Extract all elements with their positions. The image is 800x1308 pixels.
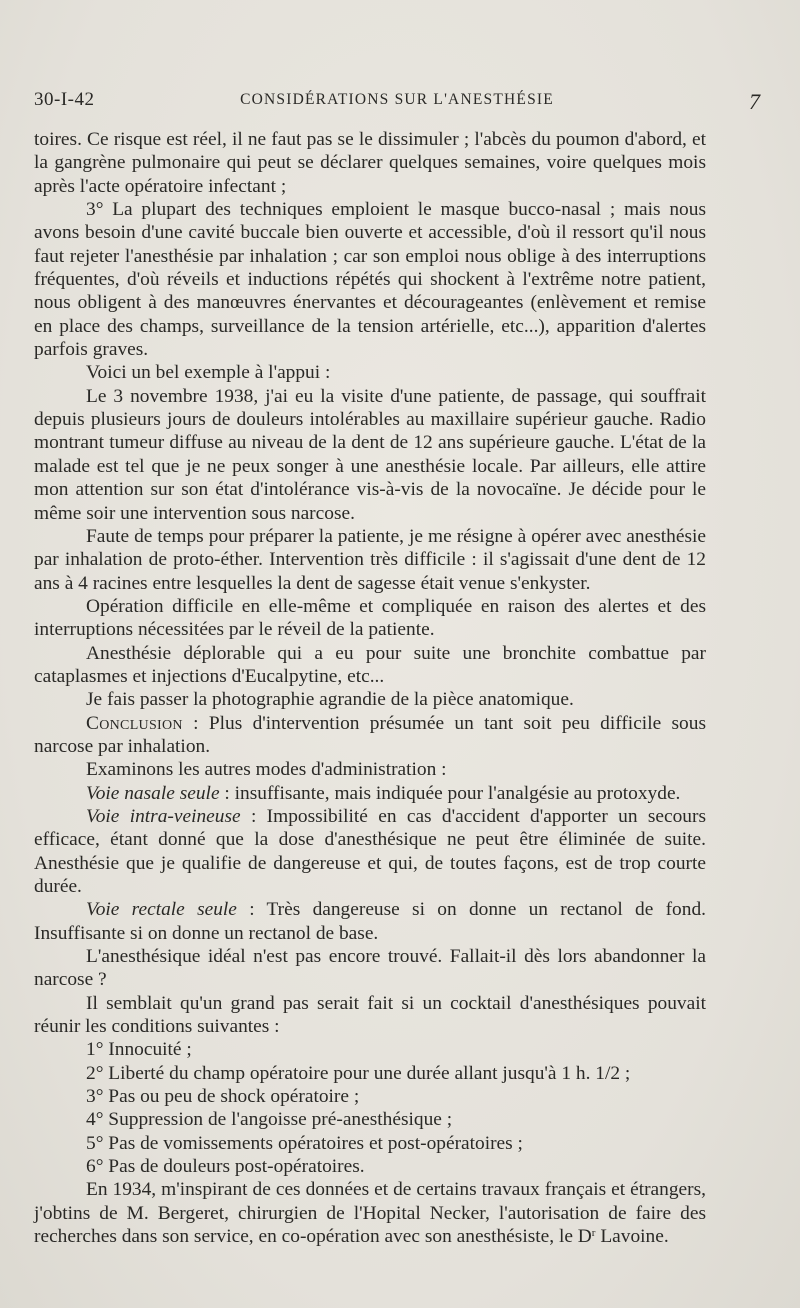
term-label: Voie intra-veineuse: [86, 805, 241, 827]
conclusion-text: : Plus d'intervention présumée un tant soit peu difficile sous narcose par inhalation.: [34, 712, 706, 757]
list-item: 1° Innocuité ;: [86, 1039, 192, 1061]
paragraph: L'anesthésique idéal n'est pas encore trouvé. Fallait-il dès lors abandonner la narcose ?: [34, 946, 706, 991]
closing-text-end: Lavoine.: [595, 1226, 669, 1248]
term-text: : Impossibilité en cas d'accident d'apporter un secours efficace, étant donné que la dose d'anesthésique ne peut être éliminée de suite. Anesthésie que je qualifie de dangereuse et qui, de toutes façons, est de trop courte durée.: [34, 805, 706, 897]
list-item: 5° Pas de vomissements opératoires et post-opératoires ;: [86, 1132, 523, 1154]
term-label: Voie nasale seule: [86, 782, 220, 804]
paragraph: Examinons les autres modes d'administration :: [86, 759, 447, 781]
conclusion-label: Conclusion: [86, 712, 183, 734]
paragraph: Le 3 novembre 1938, j'ai eu la visite d'une patiente, de passage, qui souffrait depuis plusieurs jours de douleurs intolérables au maxillaire supérieur gauche. Radio montrant tumeur diffuse au niveau de la dent de 12 ans supérieure gauche. L'état de la malade est tel que je ne peux songer à une anesthésie locale. Par ailleurs, elle attire mon attention sur son état d'intolérance vis-à-vis de la novocaïne. Je décide pour le même soir une intervention sous narcose.: [34, 385, 706, 524]
list-item: 3° Pas ou peu de shock opératoire ;: [86, 1086, 360, 1108]
term-text: : Très dangereuse si on donne un rectanol de fond. Insuffisante si on donne un rectanol de base.: [34, 899, 706, 944]
paragraph: Anesthésie déplorable qui a eu pour suite une bronchite combattue par cataplasmes et injections d'Eucalpytine, etc...: [34, 642, 706, 687]
term-label: Voie rectale seule: [86, 899, 237, 921]
paragraph: toires. Ce risque est réel, il ne faut pas se le dissimuler ; l'abcès du poumon d'abord, et la gangrène pulmonaire qui peut se déclarer quelques semaines, voire quelques mois après l'acte opératoire infectant ;: [34, 129, 706, 197]
term-text: : insuffisante, mais indiquée pour l'analgésie au protoxyde.: [219, 782, 681, 804]
doctor-abbrev-sup: r: [591, 1227, 596, 1240]
page-number: 7: [749, 89, 760, 114]
closing-text: En 1934, m'inspirant de ces données et de certains travaux français et étrangers, j'obtins de M. Bergeret, chirurgien de l'Hopital Necker, l'autorisation de faire des recherches dans son service, en co-opération avec son anesthésiste, le D: [34, 1179, 706, 1248]
body-text: [34, 128, 706, 1249]
header-title: CONSIDÉRATIONS SUR L'ANESTHÉSIE: [240, 91, 554, 108]
paragraph: Faute de temps pour préparer la patiente, je me résigne à opérer avec anesthésie par inhalation de proto-éther. Intervention très difficile : il s'agissait d'une dent de 12 ans à 4 racines entre lesquelles la dent de sagesse était venue s'enkyster.: [34, 525, 706, 594]
paragraph: [34, 1178, 706, 1248]
paragraph: Il semblait qu'un grand pas serait fait si un cocktail d'anesthésiques pouvait réunir les conditions suivantes :: [34, 992, 706, 1038]
list-item: 2° Liberté du champ opératoire pour une durée allant jusqu'à 1 h. 1/2 ;: [86, 1062, 631, 1084]
paragraph: Je fais passer la photographie agrandie de la pièce anatomique.: [86, 689, 574, 711]
list-item: 6° Pas de douleurs post-opératoires.: [86, 1156, 365, 1178]
paragraph: [34, 805, 706, 898]
paragraph: [34, 898, 706, 945]
running-header: [34, 89, 760, 115]
paragraph: Voici un bel exemple à l'appui :: [86, 362, 331, 384]
list-item: 4° Suppression de l'angoisse pré-anesthésique ;: [86, 1109, 453, 1131]
header-date: 30-I-42: [34, 89, 95, 110]
paragraph: 3° La plupart des techniques emploient le masque bucco-nasal ; mais nous avons besoin d'une cavité buccale bien ouverte et accessible, d'où il ressort qu'il nous faut rejeter l'anesthésie par inhalation ; car son emploi nous oblige à des interruptions fréquentes, d'où réveils et inductions répétés qui shockent à l'extrême notre patient, nous obligent à des manœuvres énervantes et décourageantes (enlèvement et remise en place des champs, surveillance de la tension artérielle, etc...), apparition d'alertes parfois graves.: [34, 199, 706, 361]
paragraph: Opération difficile en elle-même et compliquée en raison des alertes et des interruptions nécessitées par le réveil de la patiente.: [34, 595, 706, 641]
paragraph: [34, 782, 706, 805]
conclusion-paragraph: [34, 712, 706, 759]
